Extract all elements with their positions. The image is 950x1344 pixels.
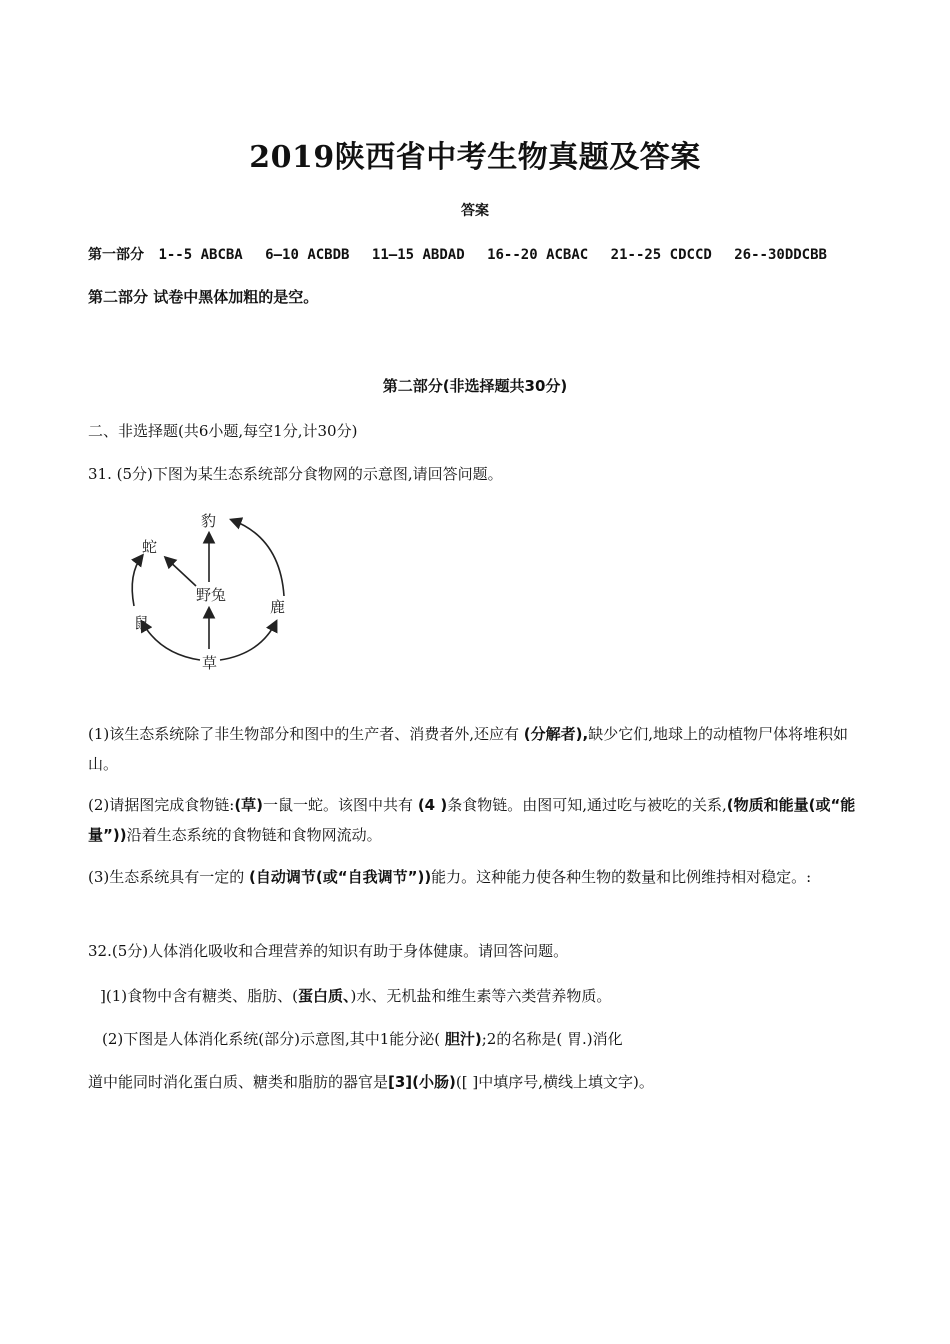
section-instructions: 二、非选择题(共6小题,每空1分,计30分) bbox=[88, 422, 358, 440]
answer-group: 11—15 ABDAD bbox=[371, 247, 465, 263]
page-title: 2019陕西省中考生物真题及答案 bbox=[249, 140, 701, 175]
answer-group: 6—10 ACBDB bbox=[265, 247, 350, 263]
q31-stem: 31. (5分)下图为某生态系统部分食物网的示意图,请回答问题。 bbox=[88, 465, 503, 483]
node-leopard: 豹 bbox=[201, 512, 217, 530]
q32-p2-answer1: 胆汁) bbox=[444, 1030, 482, 1048]
q32-p3-text-end: ([ ]中填序号,横线上填文字)。 bbox=[455, 1073, 654, 1091]
answer-label: 答案 bbox=[461, 203, 489, 219]
node-snake: 蛇 bbox=[142, 538, 158, 556]
q31-p2-text-mid: 一鼠一蛇。该图中共有 bbox=[263, 796, 418, 814]
q32-p3-answer: [3](小肠) bbox=[388, 1073, 456, 1091]
q32-part2 bbox=[102, 1028, 623, 1049]
q31-p1-text-end: 缺少它们,地球上的动植物尸体将堆积如山。 bbox=[88, 725, 848, 773]
food-web-diagram bbox=[120, 504, 300, 684]
section-heading: 第二部分(非选择题共30分) bbox=[382, 377, 568, 395]
answer-group: 21--25 CDCCD bbox=[610, 247, 712, 263]
q31-p2-text-mid2: 条食物链。由图可知,通过吃与被吃的关系, bbox=[447, 796, 727, 814]
part1-answers bbox=[88, 244, 827, 264]
node-mouse: 鼠 bbox=[134, 614, 150, 632]
part2-note: 第二部分 试卷中黑体加粗的是空。 bbox=[88, 288, 319, 306]
q32-part1 bbox=[100, 985, 611, 1006]
answer-group: 1--5 ABCBA bbox=[158, 247, 243, 263]
answer-group: 16--20 ACBAC bbox=[487, 247, 589, 263]
q32-p2-text-end: ;2的名称是( 胃.)消化 bbox=[481, 1030, 623, 1048]
part1-label: 第一部分 bbox=[88, 247, 144, 263]
q31-p2-text: (2)请据图完成食物链: bbox=[88, 796, 235, 814]
q32-stem: 32.(5分)人体消化吸收和合理营养的知识有助于身体健康。请回答问题。 bbox=[88, 942, 569, 960]
q31-p3-text-end: 能力。这种能力使各种生物的数量和比例维持相对稳定。: bbox=[431, 868, 812, 886]
q31-part2 bbox=[88, 790, 868, 850]
q31-p3-answer: (自动调节(或“自我调节”)) bbox=[249, 868, 432, 886]
q31-p2-text-end: 沿着生态系统的食物链和食物网流动。 bbox=[126, 826, 382, 844]
q31-p2-answer3: (物质和能量(或“能量”)) bbox=[88, 796, 856, 844]
node-deer: 鹿 bbox=[270, 598, 286, 616]
q32-p3-text: 道中能同时消化蛋白质、糖类和脂肪的器官是 bbox=[88, 1073, 389, 1091]
q31-p1-text: (1)该生态系统除了非生物部分和图中的生产者、消费者外,还应有 bbox=[88, 725, 524, 743]
q32-p2-text: (2)下图是人体消化系统(部分)示意图,其中1能分泌( bbox=[102, 1030, 445, 1048]
node-rabbit: 野兔 bbox=[196, 586, 227, 604]
q32-p1-text-end: )水、无机盐和维生素等六类营养物质。 bbox=[350, 987, 612, 1005]
q31-p1-answer: (分解者), bbox=[523, 725, 589, 743]
q32-p1-answer: 蛋白质、 bbox=[297, 987, 351, 1005]
answer-group: 26--30DDCBB bbox=[734, 247, 827, 263]
q31-p3-text: (3)生态系统具有一定的 bbox=[88, 868, 250, 886]
node-grass: 草 bbox=[202, 654, 218, 672]
q31-p2-answer2: (4 ) bbox=[417, 796, 448, 814]
q31-part1 bbox=[88, 719, 868, 779]
q32-part3 bbox=[88, 1071, 654, 1092]
q32-p1-text: ](1)食物中含有糖类、脂肪、( bbox=[100, 987, 298, 1005]
q31-part3 bbox=[88, 862, 868, 892]
q31-p2-answer1: (草) bbox=[234, 796, 264, 814]
